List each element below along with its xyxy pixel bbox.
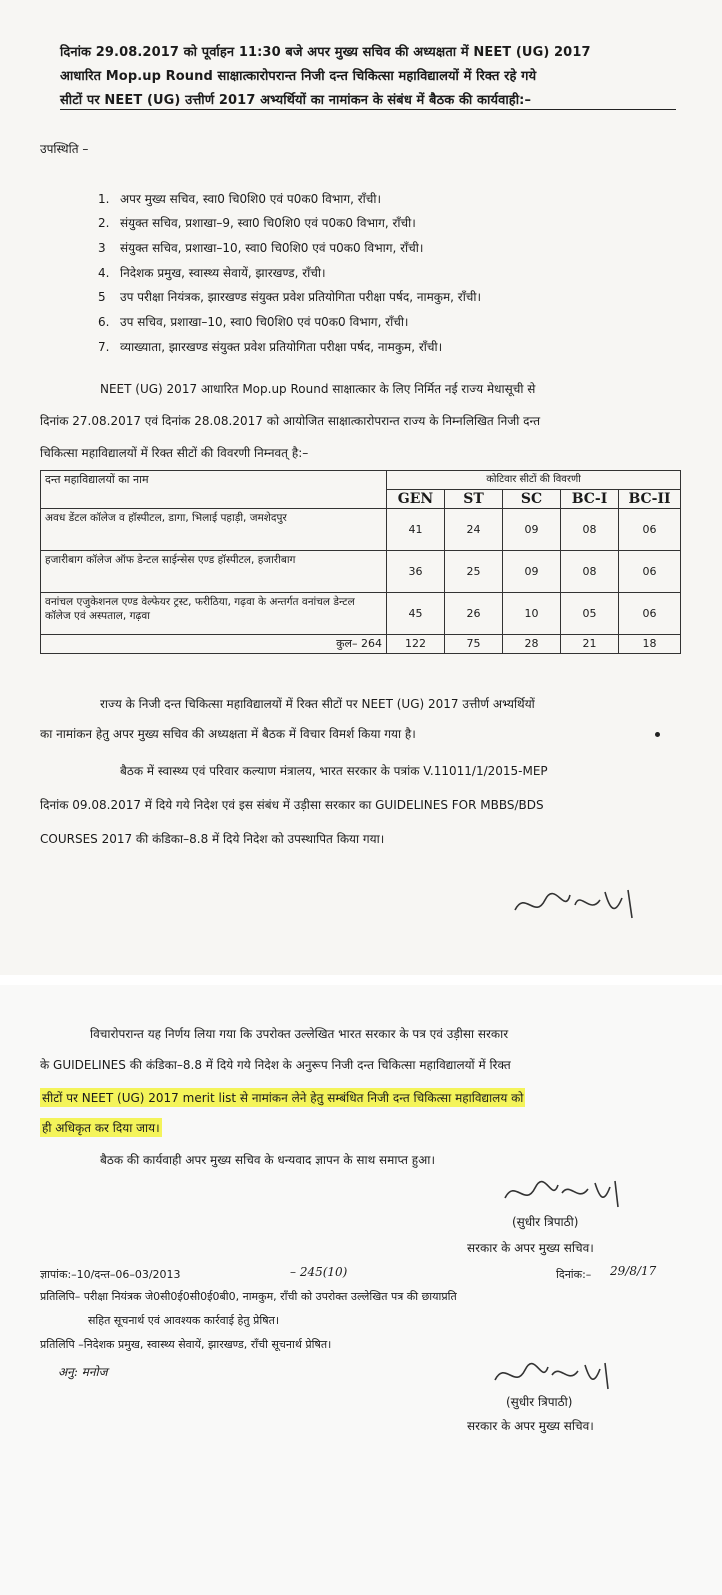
total-cell: 18 bbox=[619, 635, 681, 654]
signature-mark bbox=[510, 880, 650, 930]
seat-table bbox=[40, 470, 681, 654]
page-divider bbox=[0, 975, 722, 985]
total-cell: 75 bbox=[445, 635, 503, 654]
table-total-row bbox=[41, 635, 681, 654]
attendee-item: 3 संयुक्त सचिव, प्रशाखा–10, स्वा0 चि0शि0 एवं प0क0 विभाग, राँची। bbox=[98, 241, 424, 255]
column-header: GEN bbox=[387, 490, 445, 509]
intro-line-3: चिकित्सा महाविद्यालयों में रिक्त सीटों की विवरणी निम्नवत् है:– bbox=[40, 446, 309, 460]
header-underline bbox=[60, 109, 676, 110]
attendee-item: 2. संयुक्त सचिव, प्रशाखा–9, स्वा0 चि0शि0 एवं प0क0 विभाग, राँची। bbox=[98, 216, 416, 230]
column-header: BC-II bbox=[619, 490, 681, 509]
signature-mark bbox=[500, 1173, 630, 1215]
table-row bbox=[41, 509, 681, 551]
table-cell: 26 bbox=[445, 593, 503, 635]
college-column-header: दन्त महाविद्यालयों का नाम bbox=[41, 471, 387, 509]
decision-line-4-highlighted: ही अधिकृत कर दिया जाय। bbox=[40, 1118, 162, 1137]
college-name: अवध डेंटल कॉलेज व हॉस्पीटल, डागा, भिलाई पहाड़ी, जमशेदपुर bbox=[41, 509, 387, 551]
table-cell: 41 bbox=[387, 509, 445, 551]
signatory-bottom-title: सरकार के अपर मुख्य सचिव। bbox=[467, 1419, 594, 1433]
copy-1-line-2: सहित सूचनार्थ एवं आवश्यक कार्रवाई हेतु प्रेषित। bbox=[88, 1314, 280, 1327]
decision-line-3-highlighted: सीटों पर NEET (UG) 2017 merit list से नामांकन लेने हेतु सम्बंधित निजी दन्त चिकित्सा महाविद्यालय को bbox=[40, 1088, 525, 1107]
table-cell: 10 bbox=[503, 593, 561, 635]
table-cell: 05 bbox=[561, 593, 619, 635]
table-cell: 36 bbox=[387, 551, 445, 593]
discussion-line-1: राज्य के निजी दन्त चिकित्सा महाविद्यालयों में रिक्त सीटों पर NEET (UG) 2017 उत्तीर्ण अभ्यर्थियों bbox=[100, 697, 535, 711]
signatory-title: सरकार के अपर मुख्य सचिव। bbox=[467, 1241, 594, 1255]
table-cell: 06 bbox=[619, 509, 681, 551]
ink-dot bbox=[655, 732, 660, 737]
table-cell: 24 bbox=[445, 509, 503, 551]
table-cell: 06 bbox=[619, 593, 681, 635]
decision-line-2: के GUIDELINES की कंडिका–8.8 में दिये गये निदेश के अनुरूप निजी दन्त चिकित्सा महाविद्यालयों में रिक्त bbox=[40, 1058, 511, 1072]
column-header: ST bbox=[445, 490, 503, 509]
header-line-3: सीटों पर NEET (UG) उत्तीर्ण 2017 अभ्यर्थियों का नामांकन के संबंध में बैठक की कार्यवाही:– bbox=[60, 93, 532, 108]
total-cell: 122 bbox=[387, 635, 445, 654]
table-cell: 09 bbox=[503, 509, 561, 551]
attendance-label: उपस्थिति – bbox=[40, 142, 89, 156]
copy-1-line-1: प्रतिलिपि– परीक्षा नियंत्रक जे0सी0ई0सी0ई0बी0, नामकुम, राँची को उपरोक्त उल्लेखित पत्र की छायाप्रति bbox=[40, 1290, 457, 1303]
signature-mark bbox=[490, 1355, 620, 1397]
table-cell: 45 bbox=[387, 593, 445, 635]
signatory-name: (सुधीर त्रिपाठी) bbox=[512, 1215, 579, 1229]
table-cell: 08 bbox=[561, 509, 619, 551]
total-cell: 28 bbox=[503, 635, 561, 654]
category-group-header: कोटिवार सीटों की विवरणी bbox=[387, 471, 681, 490]
header-line-2: आधारित Mop.up Round साक्षात्कारोपरान्त निजी दन्त चिकित्सा महाविद्यालयों में रिक्त रहे गये bbox=[60, 69, 537, 84]
column-header: SC bbox=[503, 490, 561, 509]
college-name: वनांचल एजुकेशनल एण्ड वेल्फेयर ट्रस्ट, फरीठिया, गढ़वा के अन्तर्गत वनांचल डेन्टल कॉलेज एवं अस्पताल, गढ़वा bbox=[41, 593, 387, 635]
guidelines-line-2: दिनांक 09.08.2017 में दिये गये निदेश एवं इस संबंध में उड़ीसा सरकार का GUIDELINES FOR MBBS/BDS bbox=[40, 798, 544, 812]
guidelines-line-1: बैठक में स्वास्थ्य एवं परिवार कल्याण मंत्रालय, भारत सरकार के पत्रांक V.11011/1/2015-MEP bbox=[120, 764, 548, 778]
attendee-item: 5 उप परीक्षा नियंत्रक, झारखण्ड संयुक्त प्रवेश प्रतियोगिता परीक्षा पर्षद, नामकुम, राँची। bbox=[98, 290, 482, 304]
header-line-1: दिनांक 29.08.2017 को पूर्वाहन 11:30 बजे अपर मुख्य सचिव की अध्यक्षता में NEET (UG) 2017 bbox=[60, 45, 591, 60]
column-header: BC-I bbox=[561, 490, 619, 509]
document-page-2 bbox=[0, 985, 722, 1595]
table-cell: 08 bbox=[561, 551, 619, 593]
memo-number: ज्ञापांक:–10/दन्त–06–03/2013 bbox=[40, 1268, 181, 1281]
attendee-item: 4. निदेशक प्रमुख, स्वास्थ्य सेवायें, झारखण्ड, राँची। bbox=[98, 266, 326, 280]
copy-2: प्रतिलिपि –निदेशक प्रमुख, स्वास्थ्य सेवायें, झारखण्ड, राँची सूचनार्थ प्रेषित। bbox=[40, 1338, 332, 1351]
total-cell: 21 bbox=[561, 635, 619, 654]
closing-line: बैठक की कार्यवाही अपर मुख्य सचिव के धन्यवाद ज्ञापन के साथ समाप्त हुआ। bbox=[100, 1153, 435, 1167]
intro-line-2: दिनांक 27.08.2017 एवं दिनांक 28.08.2017 को आयोजित साक्षात्कारोपरान्त राज्य के निम्नलिखित निजी दन्त bbox=[40, 414, 541, 428]
intro-line-1: NEET (UG) 2017 आधारित Mop.up Round साक्षात्कार के लिए निर्मित नई राज्य मेधासूची से bbox=[100, 382, 536, 396]
discussion-line-2: का नामांकन हेतु अपर मुख्य सचिव की अध्यक्षता में बैठक में विचार विमर्श किया गया है। bbox=[40, 727, 416, 741]
college-name: हजारीबाग कॉलेज ऑफ डेन्टल साईन्सेस एण्ड हॉस्पीटल, हजारीबाग bbox=[41, 551, 387, 593]
signatory-bottom-name: (सुधीर त्रिपाठी) bbox=[506, 1395, 573, 1409]
attendee-item: 7. व्याख्याता, झारखण्ड संयुक्त प्रवेश प्रतियोगिता परीक्षा पर्षद, नामकुम, राँची। bbox=[98, 340, 443, 354]
date-label: दिनांक:– bbox=[556, 1268, 592, 1281]
attendee-item: 6. उप सचिव, प्रशाखा–10, स्वा0 चि0शि0 एवं प0क0 विभाग, राँची। bbox=[98, 315, 409, 329]
attendee-item: 1. अपर मुख्य सचिव, स्वा0 चि0शि0 एवं प0क0 विभाग, राँची। bbox=[98, 192, 382, 206]
guidelines-line-3: COURSES 2017 की कंडिका–8.8 में दिये निदेश को उपस्थापित किया गया। bbox=[40, 832, 385, 846]
date-value: 29/8/17 bbox=[610, 1264, 657, 1278]
total-label: कुल– 264 bbox=[41, 635, 387, 654]
decision-line-1: विचारोपरान्त यह निर्णय लिया गया कि उपरोक्त उल्लेखित भारत सरकार के पत्र एवं उड़ीसा सरकार bbox=[90, 1027, 509, 1041]
table-header-row bbox=[41, 471, 681, 490]
memo-suffix: – 245(10) bbox=[290, 1265, 348, 1279]
table-row bbox=[41, 551, 681, 593]
table-cell: 06 bbox=[619, 551, 681, 593]
clerk-initials: अनु: मनोज bbox=[58, 1365, 108, 1379]
table-row bbox=[41, 593, 681, 635]
table-cell: 25 bbox=[445, 551, 503, 593]
table-cell: 09 bbox=[503, 551, 561, 593]
